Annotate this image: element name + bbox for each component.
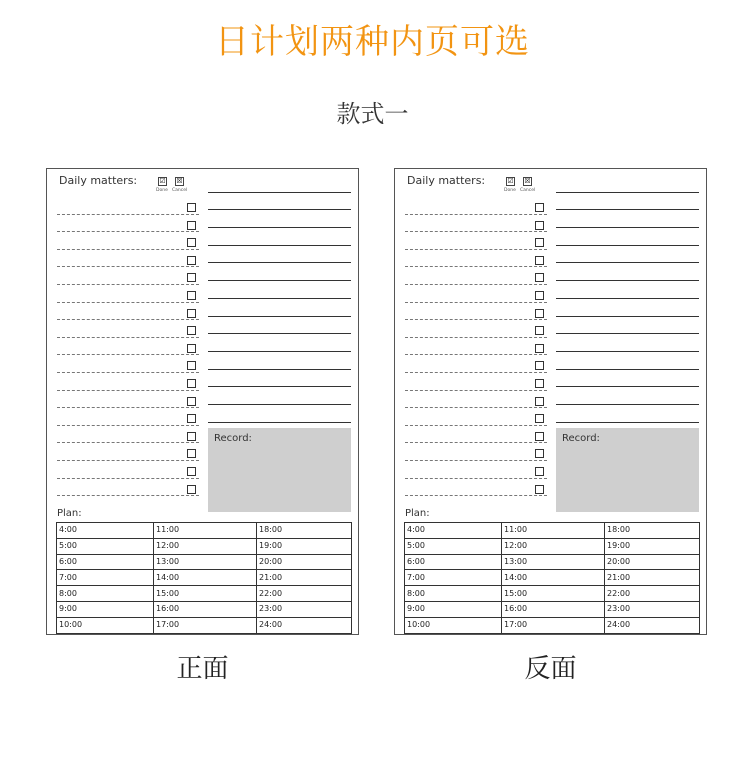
plan-time-cell[interactable]: 17:00 — [502, 617, 605, 633]
task-row[interactable] — [405, 252, 547, 270]
note-line[interactable] — [208, 246, 351, 264]
plan-time-cell[interactable]: 22:00 — [605, 586, 700, 602]
task-row[interactable] — [57, 410, 199, 428]
task-checkbox[interactable] — [535, 326, 544, 335]
task-checkbox[interactable] — [535, 485, 544, 494]
task-line[interactable] — [57, 337, 199, 338]
task-row[interactable] — [405, 445, 547, 463]
plan-time-cell[interactable]: 10:00 — [57, 617, 154, 633]
task-checkbox[interactable] — [187, 432, 196, 441]
note-lines — [556, 175, 699, 423]
task-line[interactable] — [57, 231, 199, 232]
plan-time-cell[interactable]: 6:00 — [405, 554, 502, 570]
task-line[interactable] — [405, 425, 547, 426]
task-row[interactable] — [57, 305, 199, 323]
plan-time-cell[interactable]: 4:00 — [57, 523, 154, 539]
task-checkbox[interactable] — [187, 326, 196, 335]
task-line[interactable] — [57, 407, 199, 408]
plan-row — [405, 570, 700, 586]
task-line[interactable] — [57, 214, 199, 215]
note-line[interactable] — [208, 405, 351, 423]
note-line[interactable] — [556, 334, 699, 352]
task-line[interactable] — [405, 372, 547, 373]
plan-row — [405, 523, 700, 539]
task-line[interactable] — [57, 319, 199, 320]
task-line[interactable] — [405, 495, 547, 496]
plan-row — [405, 601, 700, 617]
done-check-icon: ☑ — [507, 177, 514, 185]
task-line[interactable] — [57, 460, 199, 461]
plan-row — [57, 523, 352, 539]
note-line[interactable] — [556, 193, 699, 211]
task-checkbox[interactable] — [187, 344, 196, 353]
task-checkbox[interactable] — [535, 221, 544, 230]
task-list — [405, 199, 547, 498]
task-checkbox[interactable] — [187, 221, 196, 230]
main-title: 日计划两种内页可选 — [215, 22, 530, 62]
plan-time-cell[interactable]: 14:00 — [502, 570, 605, 586]
plan-label: Plan: — [405, 508, 430, 519]
plan-row — [57, 570, 352, 586]
plan-time-cell[interactable]: 18:00 — [257, 523, 352, 539]
task-checkbox[interactable] — [187, 238, 196, 247]
plan-time-cell[interactable]: 18:00 — [605, 523, 700, 539]
plan-time-cell[interactable]: 8:00 — [57, 586, 154, 602]
task-row[interactable] — [405, 199, 547, 217]
plan-time-cell[interactable]: 13:00 — [502, 554, 605, 570]
task-row[interactable] — [405, 287, 547, 305]
plan-time-cell[interactable]: 4:00 — [405, 523, 502, 539]
plan-table — [56, 522, 352, 634]
task-row[interactable] — [57, 199, 199, 217]
plan-time-cell[interactable]: 9:00 — [405, 601, 502, 617]
plan-table — [404, 522, 700, 634]
task-line[interactable] — [57, 354, 199, 355]
task-line[interactable] — [405, 214, 547, 215]
status-legend — [155, 177, 191, 197]
cancel-legend-label: Cancel — [172, 188, 188, 193]
note-line[interactable] — [208, 175, 351, 193]
task-row[interactable] — [57, 445, 199, 463]
plan-time-cell[interactable]: 16:00 — [502, 601, 605, 617]
task-line[interactable] — [405, 284, 547, 285]
plan-time-cell[interactable]: 11:00 — [154, 523, 257, 539]
task-row[interactable] — [405, 393, 547, 411]
plan-time-cell[interactable]: 15:00 — [154, 586, 257, 602]
task-row[interactable] — [57, 252, 199, 270]
note-line[interactable] — [556, 387, 699, 405]
task-line[interactable] — [405, 302, 547, 303]
daily-matters-label: Daily matters: — [59, 174, 138, 187]
record-area[interactable] — [556, 428, 699, 512]
task-line[interactable] — [405, 354, 547, 355]
task-checkbox[interactable] — [187, 203, 196, 212]
task-row[interactable] — [57, 463, 199, 481]
plan-time-cell[interactable]: 23:00 — [257, 601, 352, 617]
task-checkbox[interactable] — [535, 397, 544, 406]
task-checkbox[interactable] — [535, 379, 544, 388]
task-row[interactable] — [57, 428, 199, 446]
plan-time-cell[interactable]: 20:00 — [257, 554, 352, 570]
plan-row — [405, 554, 700, 570]
record-label: Record: — [214, 433, 252, 444]
note-line[interactable] — [556, 317, 699, 335]
plan-time-cell[interactable]: 19:00 — [257, 538, 352, 554]
note-line[interactable] — [208, 352, 351, 370]
note-lines — [208, 175, 351, 423]
task-line[interactable] — [57, 390, 199, 391]
task-line[interactable] — [405, 390, 547, 391]
task-row[interactable] — [57, 375, 199, 393]
plan-row — [57, 586, 352, 602]
note-line[interactable] — [556, 370, 699, 388]
plan-time-cell[interactable]: 5:00 — [405, 538, 502, 554]
plan-time-cell[interactable]: 7:00 — [57, 570, 154, 586]
plan-row — [57, 554, 352, 570]
task-row[interactable] — [57, 322, 199, 340]
note-line[interactable] — [208, 193, 351, 211]
task-line[interactable] — [57, 495, 199, 496]
task-row[interactable] — [405, 463, 547, 481]
plan-time-cell[interactable]: 23:00 — [605, 601, 700, 617]
task-checkbox[interactable] — [187, 273, 196, 282]
plan-time-cell[interactable]: 24:00 — [605, 617, 700, 633]
task-checkbox[interactable] — [535, 449, 544, 458]
note-line[interactable] — [208, 263, 351, 281]
style-subtitle: 款式一 — [336, 100, 409, 128]
task-checkbox[interactable] — [187, 414, 196, 423]
record-area[interactable] — [208, 428, 351, 512]
task-line[interactable] — [57, 478, 199, 479]
plan-time-cell[interactable]: 13:00 — [154, 554, 257, 570]
plan-time-cell[interactable]: 20:00 — [605, 554, 700, 570]
task-row[interactable] — [57, 269, 199, 287]
task-line[interactable] — [57, 442, 199, 443]
task-list — [57, 199, 199, 498]
plan-time-cell[interactable]: 12:00 — [502, 538, 605, 554]
note-line[interactable] — [556, 175, 699, 193]
task-line[interactable] — [405, 266, 547, 267]
plan-time-cell[interactable]: 16:00 — [154, 601, 257, 617]
note-line[interactable] — [208, 228, 351, 246]
status-legend — [503, 177, 539, 197]
task-row[interactable] — [405, 375, 547, 393]
task-line[interactable] — [405, 442, 547, 443]
task-row[interactable] — [405, 340, 547, 358]
task-line[interactable] — [405, 319, 547, 320]
task-checkbox[interactable] — [535, 344, 544, 353]
task-row[interactable] — [57, 393, 199, 411]
plan-time-cell[interactable]: 8:00 — [405, 586, 502, 602]
task-checkbox[interactable] — [187, 291, 196, 300]
note-line[interactable] — [208, 387, 351, 405]
plan-row — [405, 538, 700, 554]
plan-time-cell[interactable]: 5:00 — [57, 538, 154, 554]
task-checkbox[interactable] — [187, 467, 196, 476]
task-checkbox[interactable] — [187, 379, 196, 388]
task-line[interactable] — [405, 460, 547, 461]
task-checkbox[interactable] — [535, 291, 544, 300]
task-row[interactable] — [57, 481, 199, 499]
note-line[interactable] — [556, 352, 699, 370]
record-label: Record: — [562, 433, 600, 444]
task-line[interactable] — [405, 407, 547, 408]
task-checkbox[interactable] — [187, 309, 196, 318]
plan-time-cell[interactable]: 22:00 — [257, 586, 352, 602]
done-legend-label: Done — [504, 188, 516, 193]
note-line[interactable] — [556, 263, 699, 281]
note-line[interactable] — [208, 299, 351, 317]
task-row[interactable] — [405, 234, 547, 252]
plan-label: Plan: — [57, 508, 82, 519]
plan-time-cell[interactable]: 11:00 — [502, 523, 605, 539]
task-line[interactable] — [57, 284, 199, 285]
task-row[interactable] — [405, 410, 547, 428]
note-line[interactable] — [556, 281, 699, 299]
task-row[interactable] — [405, 428, 547, 446]
task-row[interactable] — [57, 234, 199, 252]
note-line[interactable] — [208, 370, 351, 388]
task-checkbox[interactable] — [535, 273, 544, 282]
task-checkbox[interactable] — [535, 309, 544, 318]
note-line[interactable] — [556, 228, 699, 246]
plan-time-cell[interactable]: 12:00 — [154, 538, 257, 554]
task-checkbox[interactable] — [535, 203, 544, 212]
note-line[interactable] — [556, 405, 699, 423]
task-line[interactable] — [405, 231, 547, 232]
done-legend-label: Done — [156, 188, 168, 193]
task-checkbox[interactable] — [535, 467, 544, 476]
task-line[interactable] — [57, 425, 199, 426]
note-line[interactable] — [208, 210, 351, 228]
note-line[interactable] — [208, 334, 351, 352]
task-row[interactable] — [57, 340, 199, 358]
plan-time-cell[interactable]: 21:00 — [605, 570, 700, 586]
task-row[interactable] — [405, 269, 547, 287]
note-line[interactable] — [556, 299, 699, 317]
task-checkbox[interactable] — [187, 397, 196, 406]
task-line[interactable] — [405, 337, 547, 338]
plan-time-cell[interactable]: 9:00 — [57, 601, 154, 617]
task-checkbox[interactable] — [535, 361, 544, 370]
task-line[interactable] — [405, 478, 547, 479]
planner-page-back — [394, 168, 707, 635]
back-caption: 反面 — [524, 654, 577, 684]
task-checkbox[interactable] — [535, 432, 544, 441]
task-line[interactable] — [57, 249, 199, 250]
note-line[interactable] — [556, 210, 699, 228]
plan-time-cell[interactable]: 6:00 — [57, 554, 154, 570]
task-line[interactable] — [405, 249, 547, 250]
plan-time-cell[interactable]: 14:00 — [154, 570, 257, 586]
plan-row — [405, 617, 700, 633]
front-caption: 正面 — [176, 654, 229, 684]
note-line[interactable] — [556, 246, 699, 264]
plan-time-cell[interactable]: 17:00 — [154, 617, 257, 633]
daily-matters-label: Daily matters: — [407, 174, 486, 187]
plan-time-cell[interactable]: 21:00 — [257, 570, 352, 586]
note-line[interactable] — [208, 281, 351, 299]
task-checkbox[interactable] — [535, 256, 544, 265]
task-row[interactable] — [57, 217, 199, 235]
done-check-icon: ☑ — [159, 177, 166, 185]
task-line[interactable] — [57, 302, 199, 303]
task-row[interactable] — [57, 287, 199, 305]
task-line[interactable] — [57, 266, 199, 267]
note-line[interactable] — [208, 317, 351, 335]
plan-time-cell[interactable]: 19:00 — [605, 538, 700, 554]
plan-row — [57, 617, 352, 633]
plan-row — [405, 586, 700, 602]
cancel-x-icon: ☒ — [176, 177, 183, 185]
planner-page-front — [46, 168, 359, 635]
plan-time-cell[interactable]: 15:00 — [502, 586, 605, 602]
plan-row — [57, 601, 352, 617]
task-row[interactable] — [405, 322, 547, 340]
plan-time-cell[interactable]: 7:00 — [405, 570, 502, 586]
task-checkbox[interactable] — [187, 485, 196, 494]
task-line[interactable] — [57, 372, 199, 373]
plan-time-cell[interactable]: 10:00 — [405, 617, 502, 633]
plan-time-cell[interactable]: 24:00 — [257, 617, 352, 633]
task-checkbox[interactable] — [187, 256, 196, 265]
cancel-legend-label: Cancel — [520, 188, 536, 193]
task-row[interactable] — [405, 305, 547, 323]
task-row[interactable] — [405, 357, 547, 375]
plan-row — [57, 538, 352, 554]
task-checkbox[interactable] — [535, 238, 544, 247]
task-row[interactable] — [57, 357, 199, 375]
task-checkbox[interactable] — [187, 361, 196, 370]
task-row[interactable] — [405, 481, 547, 499]
task-checkbox[interactable] — [187, 449, 196, 458]
cancel-x-icon: ☒ — [524, 177, 531, 185]
task-checkbox[interactable] — [535, 414, 544, 423]
task-row[interactable] — [405, 217, 547, 235]
